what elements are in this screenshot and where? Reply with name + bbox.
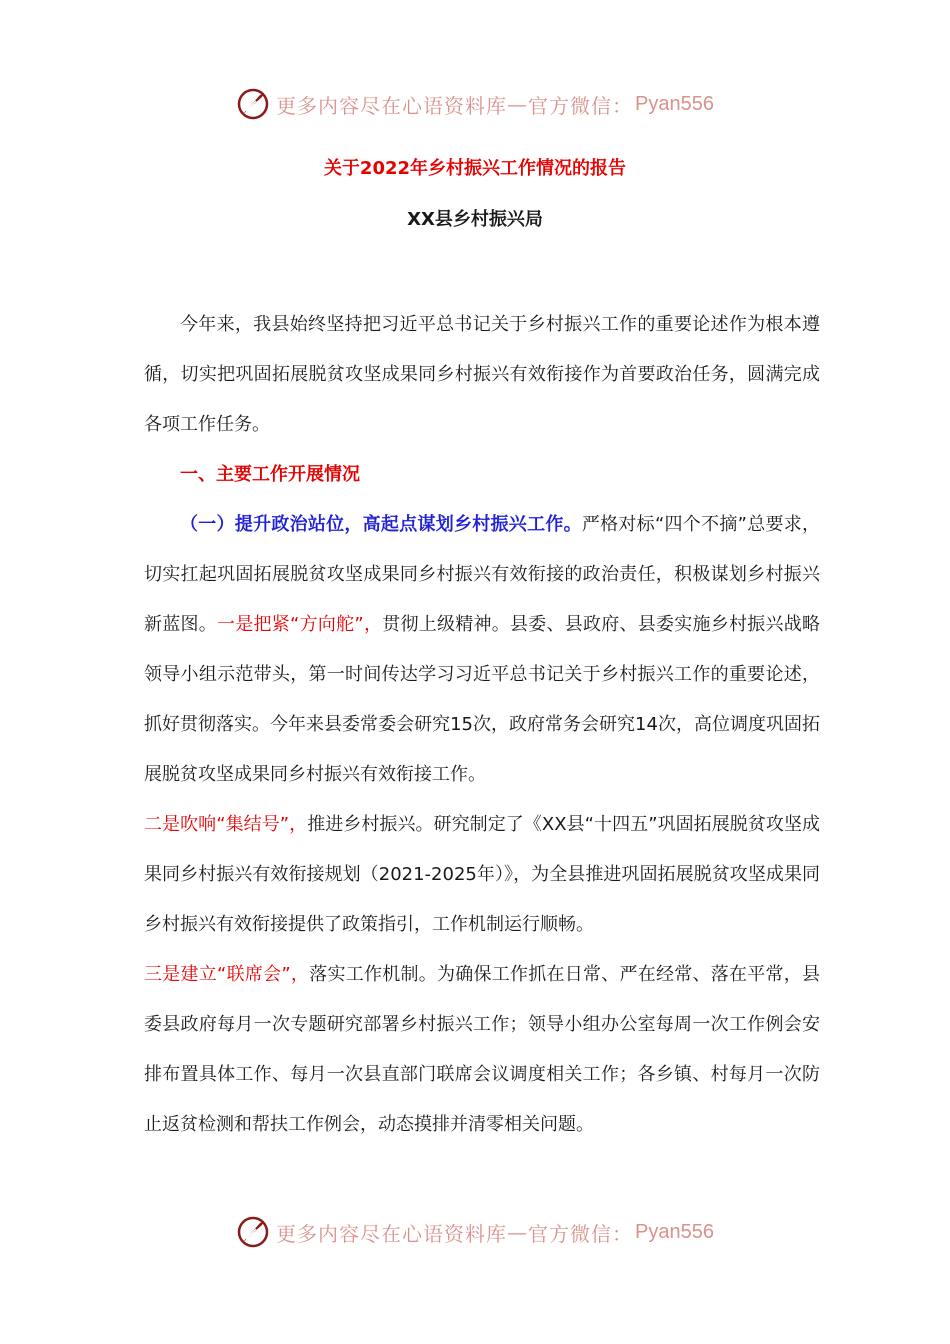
intro-paragraph: 今年来，我县始终坚持把习近平总书记关于乡村振兴工作的重要论述作为根本遵循，切实把巩固拓展脱贫攻坚成果同乡村振兴有效衔接作为首要政治任务，圆满完成各项工作任务。: [144, 314, 820, 435]
point2-paragraph: [144, 800, 820, 950]
document-title: 关于2022年乡村振兴工作情况的报告: [323, 158, 627, 179]
banner-wechat-label: 官方微信：: [528, 1221, 634, 1246]
banner-handle: Pyan556: [635, 92, 714, 115]
quill-logo-icon: [236, 1215, 270, 1249]
point3-text: 落实工作机制。为确保工作抓在日常、严在经常、落在平常，县委县政府每月一次专题研究部署乡村振兴工作；领导小组办公室每周一次工作例会安排布置具体工作、每月一次县直部门联席会议调度相关工作；各乡镇、村每月一次防止返贫检测和帮扶工作例会，动态摸排并清零相关问题。: [144, 964, 821, 1135]
header-banner: [0, 84, 950, 124]
quill-logo-icon: [236, 87, 270, 121]
point3-paragraph: [144, 950, 820, 1150]
subsection-text: 严格对标“四个不摘”总要求，切实扛起巩固拓展脱贫攻坚成果同乡村振兴有效衔接的政治责任，积极谋划乡村振兴新蓝图。: [144, 514, 820, 635]
section1-paragraph: [144, 500, 820, 800]
subsection-heading: （一）提升政治站位，高起点谋划乡村振兴工作。: [180, 514, 582, 535]
banner-separator: —: [507, 1220, 529, 1244]
document-org: XX县乡村振兴局: [407, 209, 543, 230]
banner-separator: —: [507, 92, 529, 116]
document-body: [144, 300, 820, 1150]
point2-text: 推进乡村振兴。研究制定了《XX县“十四五”巩固拓展脱贫攻坚成果同乡村振兴有效衔接规划（2021-2025年）》，为全县推进巩固拓展脱贫攻坚成果同乡村振兴有效衔接提供了政策指引，工作机制运行顺畅。: [144, 814, 820, 935]
point1-text: 贯彻上级精神。县委、县政府、县委实施乡村振兴战略领导小组示范带头，第一时间传达学习习近平总书记关于乡村振兴工作的重要论述，抓好贯彻落实。今年来县委常委会研究15次，政府常务会研究14次，高位调度巩固拓展脱贫攻坚成果同乡村振兴有效衔接工作。: [144, 614, 821, 785]
point1-lead: 一是把紧“方向舵”，: [217, 614, 383, 635]
footer-banner: [0, 1212, 950, 1252]
banner-wechat-label: 官方微信：: [528, 93, 634, 118]
point3-lead: 三是建立“联席会”，: [144, 964, 310, 985]
section-heading: 一、主要工作开展情况: [180, 464, 360, 485]
banner-text: 更多内容尽在心语资料库: [276, 1221, 508, 1246]
point2-lead: 二是吹响“集结号”，: [144, 814, 308, 835]
banner-text: 更多内容尽在心语资料库: [276, 93, 508, 118]
banner-handle: Pyan556: [635, 1220, 714, 1243]
